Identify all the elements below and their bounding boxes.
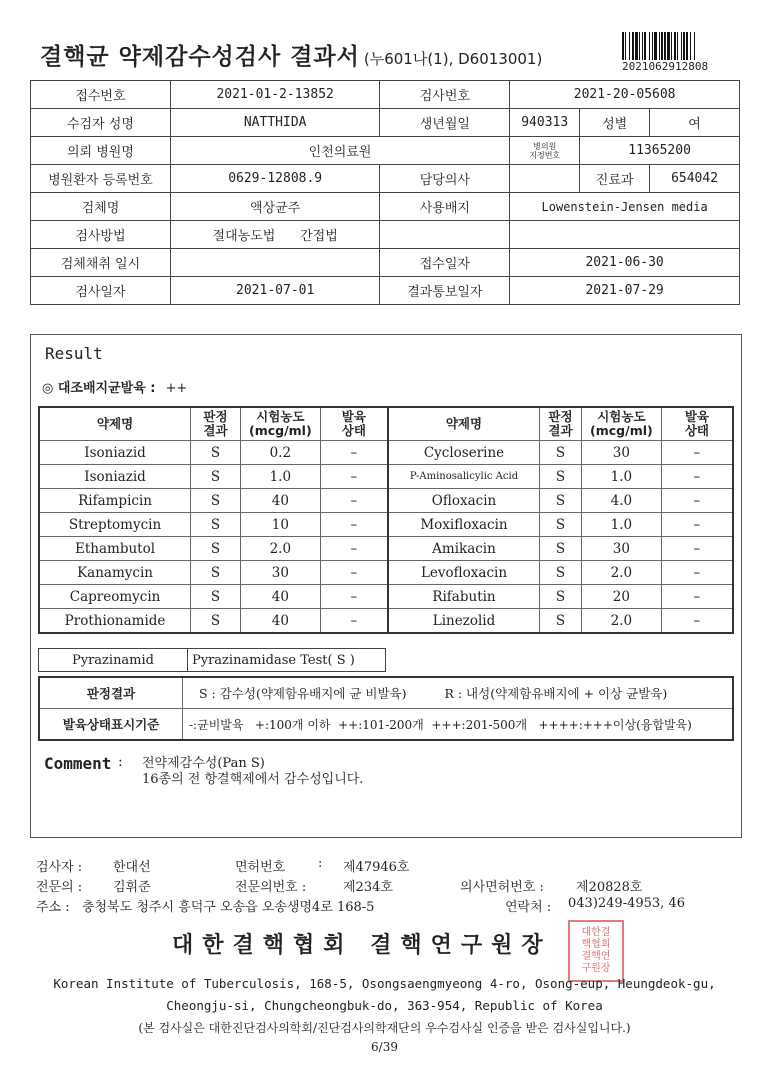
barcode-bar bbox=[649, 32, 650, 60]
comment-line-1: 전약제감수성(Pan S) bbox=[142, 756, 265, 771]
drug-name-left: Ethambutol bbox=[39, 537, 191, 561]
header-growth-left: 발육 상태 bbox=[320, 407, 388, 441]
test-date-label: 검사일자 bbox=[31, 277, 171, 305]
address-label: 주소 : bbox=[36, 900, 70, 915]
specialist-no: 제234호 bbox=[343, 880, 393, 895]
report-date-value: 2021-07-29 bbox=[510, 277, 740, 305]
result-left: S bbox=[191, 537, 241, 561]
concentration-left: 0.2 bbox=[240, 441, 320, 465]
doctor-value bbox=[510, 165, 580, 193]
license-label: 면허번호 bbox=[235, 860, 286, 875]
barcode-bar bbox=[644, 32, 646, 60]
english-address-line-1: Korean Institute of Tuberculosis, 168-5, Osongsaengmyeong 4-ro, Osong-eup, Heungdeok-gu, bbox=[53, 976, 716, 991]
concentration-right: 4.0 bbox=[581, 489, 661, 513]
drug-name-left: Kanamycin bbox=[39, 561, 191, 585]
legend-judge-label: 판정결과 bbox=[39, 677, 183, 709]
table-row bbox=[39, 441, 733, 465]
barcode-bar bbox=[629, 32, 630, 60]
result-right: S bbox=[540, 609, 582, 634]
result-right: S bbox=[540, 561, 582, 585]
result-right: S bbox=[540, 441, 582, 465]
result-left: S bbox=[191, 585, 241, 609]
drug-name-left: Isoniazid bbox=[39, 465, 191, 489]
document-title: 결핵균 약제감수성검사 결과서 (누601나(1), D6013001) bbox=[40, 44, 543, 70]
drug-name-left: Capreomycin bbox=[39, 585, 191, 609]
collect-label: 검체채취 일시 bbox=[31, 249, 171, 277]
doctor-license-label: 의사면허번호 : bbox=[460, 880, 544, 895]
growth-right: – bbox=[661, 513, 733, 537]
growth-right: – bbox=[661, 489, 733, 513]
header-conc-right: 시험농도 (mcg/ml) bbox=[581, 407, 661, 441]
hosp-code-value: 11365200 bbox=[580, 137, 740, 165]
result-right: S bbox=[540, 537, 582, 561]
drug-name-right: Levofloxacin bbox=[388, 561, 540, 585]
barcode-bar bbox=[681, 32, 682, 60]
drug-name-left: Streptomycin bbox=[39, 513, 191, 537]
growth-left: – bbox=[320, 441, 388, 465]
barcode-bar bbox=[667, 32, 670, 60]
patient-no-value: 0629-12808.9 bbox=[170, 165, 380, 193]
drug-name-right: Rifabutin bbox=[388, 585, 540, 609]
growth-right: – bbox=[661, 537, 733, 561]
birth-label: 생년월일 bbox=[380, 109, 510, 137]
name-value: NATTHIDA bbox=[170, 109, 380, 137]
result-right: S bbox=[540, 513, 582, 537]
specialist-name: 김휘준 bbox=[113, 880, 151, 895]
drug-susceptibility-table bbox=[38, 406, 734, 634]
barcode-bar bbox=[639, 32, 640, 60]
birth-value: 940313 bbox=[510, 109, 580, 137]
drug-name-left: Prothionamide bbox=[39, 609, 191, 634]
pyrazinamide-table bbox=[38, 648, 386, 672]
barcode-bar bbox=[642, 32, 643, 60]
specimen-label: 검체명 bbox=[31, 193, 171, 221]
result-right: S bbox=[540, 585, 582, 609]
barcode-number: 2021062912808 bbox=[622, 60, 709, 73]
growth-right: – bbox=[661, 465, 733, 489]
license-number: 제47946호 bbox=[343, 860, 410, 875]
comment-colon: : bbox=[118, 754, 123, 770]
growth-left: – bbox=[320, 465, 388, 489]
legend-growth-text: -:균비발육 +:100개 이하 ++:101-200개 +++:201-500개 ++++:+++이상(융합발육) bbox=[183, 709, 734, 741]
result-title: Result bbox=[45, 344, 103, 363]
drug-name-right: Moxifloxacin bbox=[388, 513, 540, 537]
result-right: S bbox=[540, 465, 582, 489]
result-left: S bbox=[191, 513, 241, 537]
barcode-bar bbox=[677, 32, 678, 60]
result-left: S bbox=[191, 489, 241, 513]
growth-left: – bbox=[320, 609, 388, 634]
sex-label: 성별 bbox=[580, 109, 650, 137]
header-drug-right: 약제명 bbox=[388, 407, 540, 441]
organization-name: 대한결핵협회 결핵연구원장 bbox=[172, 932, 552, 958]
growth-left: – bbox=[320, 561, 388, 585]
doctor-license: 제20828호 bbox=[576, 880, 643, 895]
concentration-right: 1.0 bbox=[581, 513, 661, 537]
concentration-right: 2.0 bbox=[581, 609, 661, 634]
growth-left: – bbox=[320, 513, 388, 537]
header-drug-left: 약제명 bbox=[39, 407, 191, 441]
hosp-code-label: 병의원 지정번호 bbox=[510, 137, 580, 165]
control-growth-value: ++ bbox=[165, 381, 188, 396]
growth-right: – bbox=[661, 585, 733, 609]
legend-table bbox=[38, 676, 734, 741]
reg-no-value: 2021-01-2-13852 bbox=[170, 81, 380, 109]
growth-right: – bbox=[661, 441, 733, 465]
barcode-bar bbox=[694, 32, 695, 60]
barcode-bar bbox=[686, 32, 688, 60]
hospital-value: 인천의료원 bbox=[170, 137, 509, 165]
test-date-value: 2021-07-01 bbox=[170, 277, 380, 305]
name-label: 수검자 성명 bbox=[31, 109, 171, 137]
header-judge-right: 판정 결과 bbox=[540, 407, 582, 441]
page-number: 6/39 bbox=[371, 1040, 398, 1054]
receipt-value: 2021-06-30 bbox=[510, 249, 740, 277]
collect-value bbox=[170, 249, 380, 277]
concentration-right: 30 bbox=[581, 441, 661, 465]
patient-info-table bbox=[30, 80, 740, 305]
result-right: S bbox=[540, 489, 582, 513]
barcode-bar bbox=[654, 32, 657, 60]
barcode-bar bbox=[664, 32, 666, 60]
sex-value: 여 bbox=[650, 109, 740, 137]
table-row bbox=[39, 465, 733, 489]
header-growth-right: 발육 상태 bbox=[661, 407, 733, 441]
barcode-bar bbox=[632, 32, 634, 60]
certification-note: (본 검사실은 대한진단검사의학회/진단검사의학재단의 우수검사실 인증을 받은 검사실입니다.) bbox=[138, 1021, 631, 1035]
dept-value: 654042 bbox=[650, 165, 740, 193]
table-row bbox=[39, 489, 733, 513]
barcode-bar bbox=[625, 32, 626, 60]
legend-judge-text: S : 감수성(약제함유배지에 균 비발육) R : 내성(약제함유배지에 + 이상 균발육) bbox=[183, 677, 734, 709]
barcode-bar bbox=[622, 32, 624, 60]
growth-left: – bbox=[320, 585, 388, 609]
contact-value: 043)249-4953, 46 bbox=[568, 896, 685, 911]
legend-growth-label: 발육상태표시기준 bbox=[39, 709, 183, 741]
concentration-left: 1.0 bbox=[240, 465, 320, 489]
barcode-bar bbox=[671, 32, 672, 60]
table-row bbox=[39, 513, 733, 537]
drug-name-left: Isoniazid bbox=[39, 441, 191, 465]
concentration-right: 20 bbox=[581, 585, 661, 609]
concentration-right: 1.0 bbox=[581, 465, 661, 489]
comment-line-2: 16종의 전 항결핵제에서 감수성입니다. bbox=[142, 772, 364, 787]
method-value: 절대농도법 간접법 bbox=[170, 221, 380, 249]
reg-no-label: 접수번호 bbox=[31, 81, 171, 109]
drug-name-left: Rifampicin bbox=[39, 489, 191, 513]
receipt-label: 접수일자 bbox=[380, 249, 510, 277]
pza-label: Pyrazinamid bbox=[39, 649, 188, 672]
document-code: (누601나(1), D6013001) bbox=[363, 50, 543, 68]
drug-name-right: Amikacin bbox=[388, 537, 540, 561]
english-address-line-2: Cheongju-si, Chungcheongbuk-do, 363-954, Republic of Korea bbox=[166, 998, 603, 1013]
test-no-label: 검사번호 bbox=[380, 81, 510, 109]
license-colon: : bbox=[318, 856, 323, 871]
examiner-label: 검사자 : bbox=[36, 860, 83, 875]
barcode-bar bbox=[690, 32, 691, 60]
medium-value: Lowenstein-Jensen media bbox=[510, 193, 740, 221]
drug-name-right: Cycloserine bbox=[388, 441, 540, 465]
contact-label: 연락처 : bbox=[505, 900, 552, 915]
report-date-label: 결과통보일자 bbox=[380, 277, 510, 305]
barcode-bar bbox=[674, 32, 676, 60]
barcode-image bbox=[622, 32, 740, 60]
result-left: S bbox=[191, 561, 241, 585]
concentration-left: 10 bbox=[240, 513, 320, 537]
growth-right: – bbox=[661, 609, 733, 634]
patient-no-label: 병원환자 등록번호 bbox=[31, 165, 171, 193]
table-row bbox=[39, 609, 733, 634]
comment-label: Comment bbox=[44, 754, 112, 773]
drug-name-right: Linezolid bbox=[388, 609, 540, 634]
drug-name-right: Ofloxacin bbox=[388, 489, 540, 513]
result-left: S bbox=[191, 465, 241, 489]
pza-value: Pyrazinamidase Test( S ) bbox=[188, 649, 386, 672]
concentration-left: 2.0 bbox=[240, 537, 320, 561]
drug-name-right: P-Aminosalicylic Acid bbox=[388, 465, 540, 489]
barcode-bar bbox=[652, 32, 653, 60]
concentration-left: 40 bbox=[240, 609, 320, 634]
address-value: 충청북도 청주시 흥덕구 오송읍 오송생명4로 168-5 bbox=[82, 900, 375, 915]
control-growth: ◎ 대조배지균발육 : ++ bbox=[42, 381, 188, 396]
header-conc-left: 시험농도 (mcg/ml) bbox=[240, 407, 320, 441]
growth-left: – bbox=[320, 537, 388, 561]
table-row bbox=[39, 585, 733, 609]
barcode-bar bbox=[661, 32, 663, 60]
examiner-name: 한대선 bbox=[113, 860, 151, 875]
hospital-label: 의뢰 병원명 bbox=[31, 137, 171, 165]
growth-right: – bbox=[661, 561, 733, 585]
concentration-left: 30 bbox=[240, 561, 320, 585]
concentration-left: 40 bbox=[240, 489, 320, 513]
test-no-value: 2021-20-05608 bbox=[510, 81, 740, 109]
medium-label: 사용배지 bbox=[380, 193, 510, 221]
specimen-value: 액상균주 bbox=[170, 193, 380, 221]
barcode-bar bbox=[635, 32, 638, 60]
official-seal: 대한결핵협회결핵연구원장 bbox=[568, 920, 624, 982]
concentration-left: 40 bbox=[240, 585, 320, 609]
growth-left: – bbox=[320, 489, 388, 513]
concentration-right: 30 bbox=[581, 537, 661, 561]
specialist-label: 전문의 : bbox=[36, 880, 83, 895]
specialist-no-label: 전문의번호 : bbox=[235, 880, 307, 895]
dept-label: 진료과 bbox=[580, 165, 650, 193]
doctor-label: 담당의사 bbox=[380, 165, 510, 193]
result-left: S bbox=[191, 441, 241, 465]
concentration-right: 2.0 bbox=[581, 561, 661, 585]
barcode-bar bbox=[659, 32, 660, 60]
method-label: 검사방법 bbox=[31, 221, 171, 249]
barcode-bar bbox=[683, 32, 685, 60]
result-left: S bbox=[191, 609, 241, 634]
table-row bbox=[39, 561, 733, 585]
table-row bbox=[39, 537, 733, 561]
header-judge-left: 판정 결과 bbox=[191, 407, 241, 441]
